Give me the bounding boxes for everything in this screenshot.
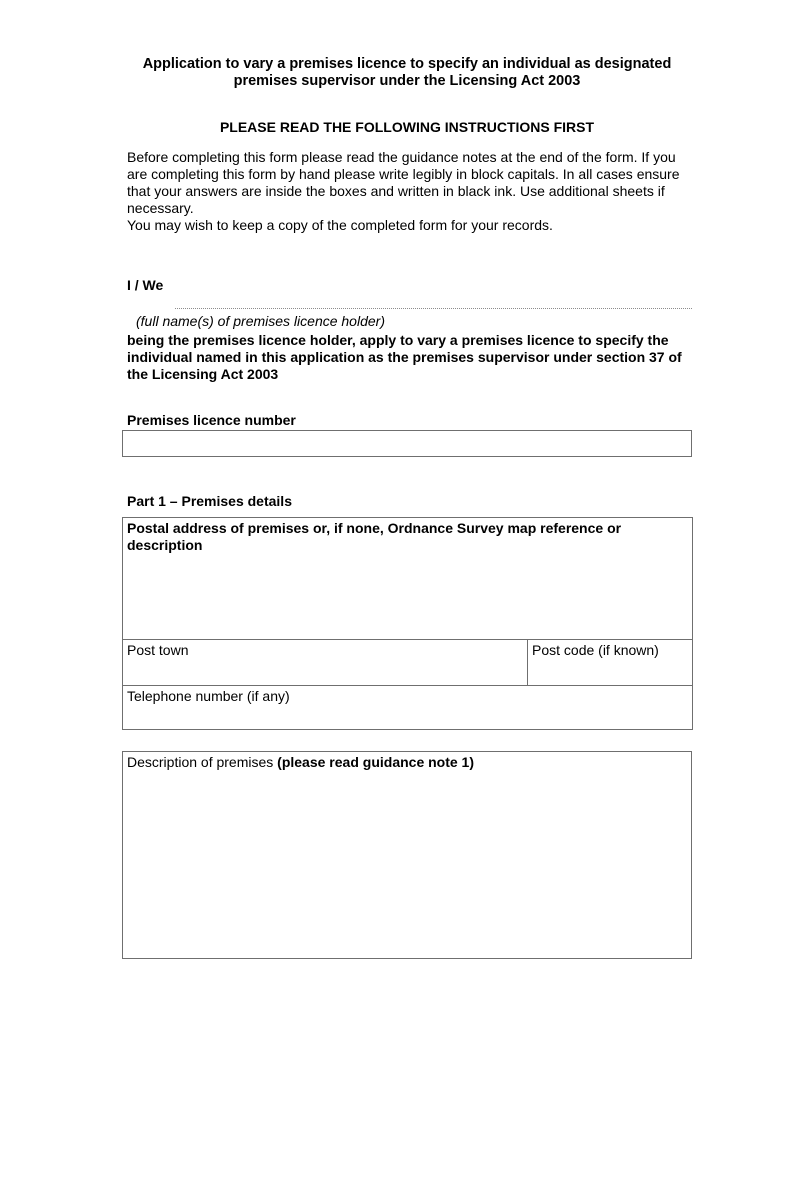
telephone-label: Telephone number (if any) <box>127 688 290 704</box>
description-guidance-note: (please read guidance note 1) <box>277 754 475 770</box>
instructions-paragraph <box>127 149 693 234</box>
premises-description-input[interactable] <box>122 751 692 959</box>
declaration-statement: being the premises licence holder, apply to vary a premises licence to specify the individual named in this application as the premises supervisor under section 37 of the Licensing Act 2003 <box>127 332 682 382</box>
postal-address-cell[interactable] <box>123 518 693 640</box>
name-field-caption: (full name(s) of premises licence holder) <box>136 313 385 329</box>
part1-heading: Part 1 – Premises details <box>127 493 292 509</box>
licence-number-input[interactable] <box>122 430 692 457</box>
instructions-note: You may wish to keep a copy of the completed form for your records. <box>127 217 553 233</box>
premises-details-table <box>122 517 693 730</box>
post-town-label: Post town <box>127 642 189 658</box>
post-town-cell[interactable] <box>123 640 528 686</box>
description-label: Description of premises <box>127 754 274 770</box>
declarant-label: I / We <box>127 277 164 293</box>
licence-number-label: Premises licence number <box>127 412 296 428</box>
form-title: Application to vary a premises licence to specify an individual as designated premises supervisor under the Licensing Act 2003 <box>142 56 672 89</box>
post-code-cell[interactable] <box>528 640 693 686</box>
instructions-heading: PLEASE READ THE FOLLOWING INSTRUCTIONS FIRST <box>219 119 595 135</box>
form-page <box>122 56 692 959</box>
telephone-cell[interactable] <box>123 686 693 730</box>
licence-holder-name-line[interactable] <box>175 298 692 309</box>
instructions-body: Before completing this form please read the guidance notes at the end of the form. If you are completing this form by hand please write legibly in block capitals. In all cases ensure that your answers are inside the boxes and written in black ink. Use additional sheets if necessary. <box>127 149 680 216</box>
postal-address-label: Postal address of premises or, if none, Ordnance Survey map reference or description <box>127 520 622 553</box>
post-code-label: Post code (if known) <box>532 642 659 658</box>
